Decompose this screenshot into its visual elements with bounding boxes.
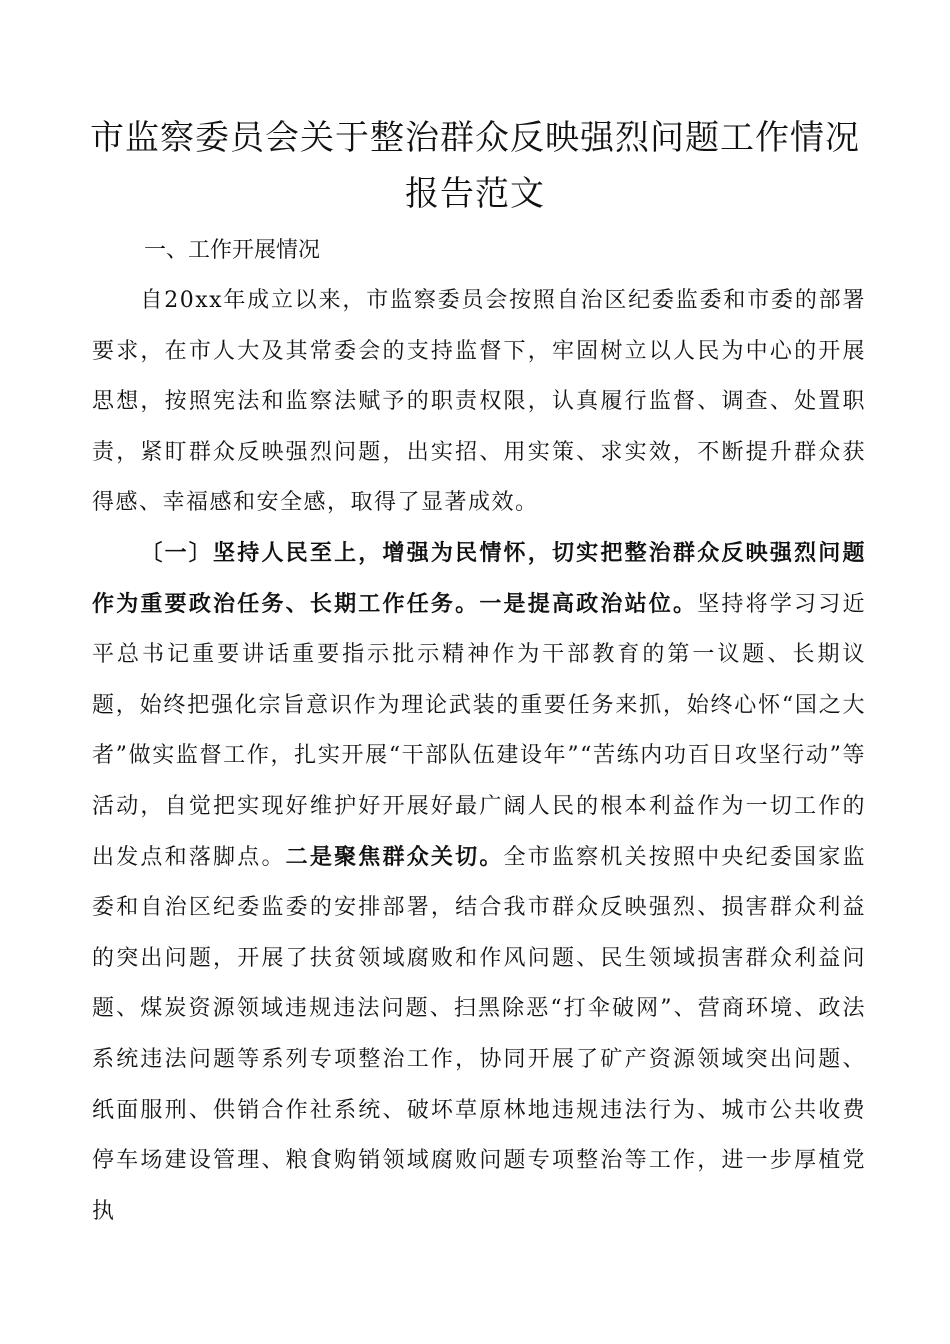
paragraph-text-continued: 全市监察机关按照中央纪委国家监委和自治区纪委监委的安排部署，结合我市群众反映强烈、损害群众利益的突出问题，开展了扶贫领域腐败和作风问题、民生领域损害群众利益问题、煤炭资源领域违规违法问题、扫黑除恶“打伞破网”、营商环境、政法系统违法问题等系列专项整治工作，协同开展了矿产资源领域突出问题、纸面服刑、供销合作社系统、破坏草原林地违规违法行为、城市公共收费停车场建设管理、粮食购销领域腐败问题专项整治等工作，进一步厚植党执 <box>92 844 866 1224</box>
paragraph-intro: 自20xx年成立以来，市监察委员会按照自治区纪委监委和市委的部署要求，在市人大及其常委会的支持监督下，牢固树立以人民为中心的开展思想，按照宪法和监察法赋予的职责权限，认真履行监督、调查、处置职责，紧盯群众反映强烈问题，出实招、用实策、求实效，不断提升群众获得感、幸福感和安全感，取得了显著成效。 <box>92 288 866 516</box>
paragraph-text: 坚持将学习习近平总书记重要讲话重要指示批示精神作为干部教育的第一议题、长期议题，始终把强化宗旨意识作为理论武装的重要任务来抓，始终心怀“国之大者”做实监督工作，扎实开展“干部队伍建设年”“苦练内功百日攻坚行动”等活动，自觉把实现好维护好开展好最广阔人民的根本利益作为一切工作的出发点和落脚点。 <box>92 591 866 870</box>
paragraph-people-first <box>92 529 866 1237</box>
section-heading: 一、工作开展情况 <box>144 238 321 263</box>
bold-lead-text: 〔一〕坚持人民至上，增强为民情怀，切实把整治群众反映强烈问题作为重要政治任务、长期工作任务。一是提高政治站位。 <box>92 540 866 617</box>
document-title: 市监察委员会关于整治群众反映强烈问题工作情况报告范文 <box>90 118 860 214</box>
bold-point-two: 二是聚焦群众关切。 <box>285 844 504 870</box>
document-body <box>92 226 866 1237</box>
